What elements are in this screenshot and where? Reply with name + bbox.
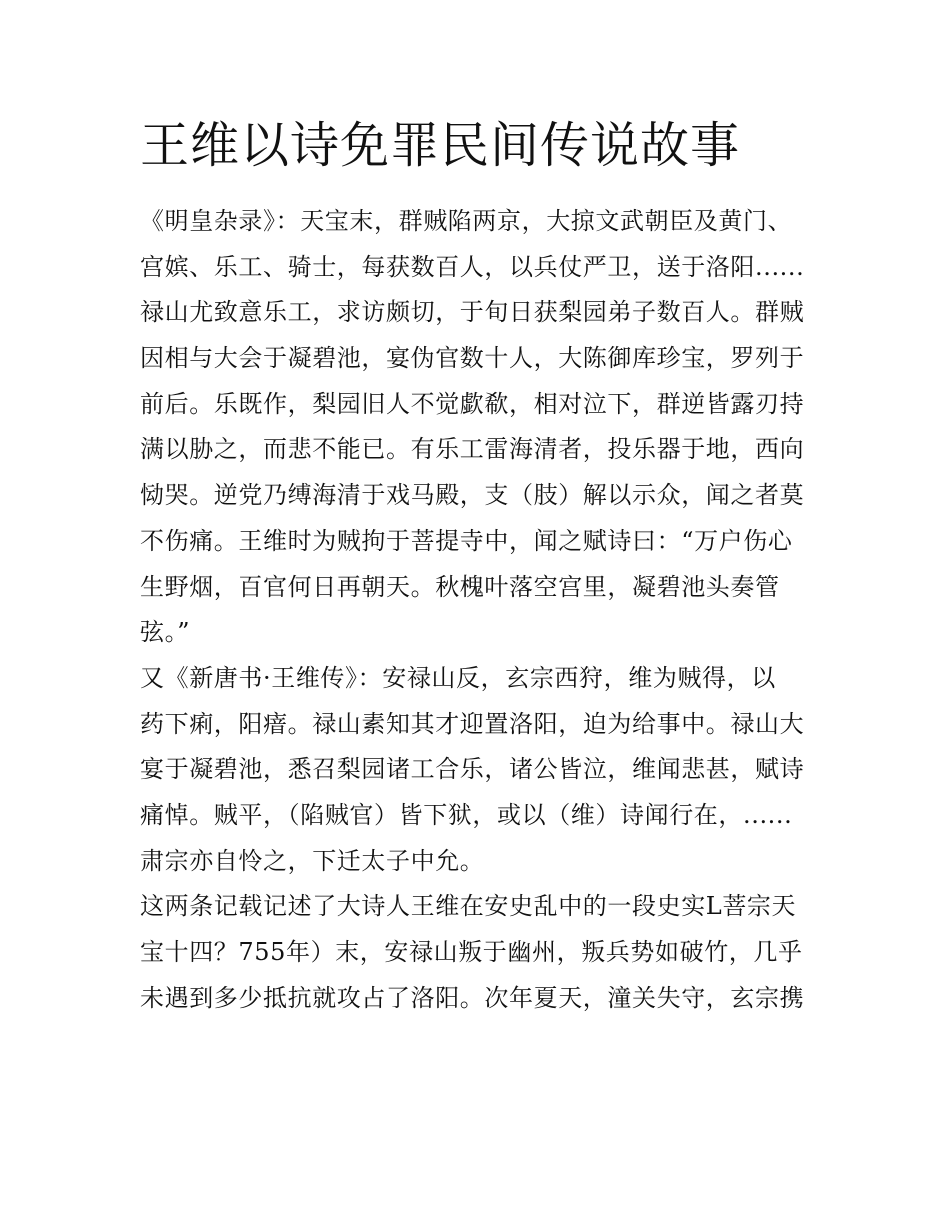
body-text	[140, 199, 820, 1021]
text-line: 药下痢，阳瘖。禄山素知其才迎置洛阳，迫为给事中。禄山大	[140, 709, 805, 738]
text-line: 痛悼。贼平，（陷贼官）皆下狱，或以（维）诗闻行在，......	[140, 800, 793, 829]
text-line: 肃宗亦自怜之，下迁太子中允。	[140, 846, 485, 875]
text-line: 恸哭。逆党乃缚海清于戏马殿，支（肢）解以示众，闻之者莫	[140, 481, 805, 510]
text-line: 不伤痛。王维时为贼拘于菩提寺中，闻之赋诗曰：“万户伤心	[140, 526, 793, 555]
text-line: 前后。乐既作，梨园旧人不觉歔欷，相对泣下，群逆皆露刃持	[140, 389, 805, 418]
text-line: 宫嫔、乐工、骑士，每获数百人，以兵仗严卫，送于洛阳......	[140, 252, 805, 281]
text-line: 这两条记载记述了大诗人王维在安史乱中的一段史实L菩宗天	[140, 892, 797, 921]
text-line: 宝十四？755年）末，安禄山叛于幽州，叛兵势如破竹，几乎	[140, 938, 803, 966]
text-line: 满以胁之，而悲不能已。有乐工雷海清者，投乐器于地，西向	[140, 435, 805, 464]
text-line: 宴于凝碧池，悉召梨园诸工合乐，诸公皆泣，维闻悲甚，赋诗	[140, 755, 805, 784]
text-line: 未遇到多少抵抗就攻占了洛阳。次年夏天，潼关失守，玄宗携	[140, 983, 805, 1012]
text-line: 因相与大会于凝碧池，宴伪官数十人，大陈御库珍宝，罗列于	[140, 344, 805, 373]
text-line: 《明皇杂录》：天宝末，群贼陷两京，大掠文武朝臣及黄门、	[140, 207, 793, 235]
text-line: 禄山尤致意乐工，求访颇切，于旬日获梨园弟子数百人。群贼	[140, 298, 805, 327]
text-line: 弦。”	[140, 618, 191, 647]
text-line: 生野烟，百官何日再朝天。秋槐叶落空宫里，凝碧池头奏管	[140, 572, 780, 601]
text-line: 又《新唐书·王维传》：安禄山反，玄宗西狩，维为贼得，以	[140, 663, 776, 692]
page-title: 王维以诗免罪民间传说故事	[140, 117, 741, 174]
